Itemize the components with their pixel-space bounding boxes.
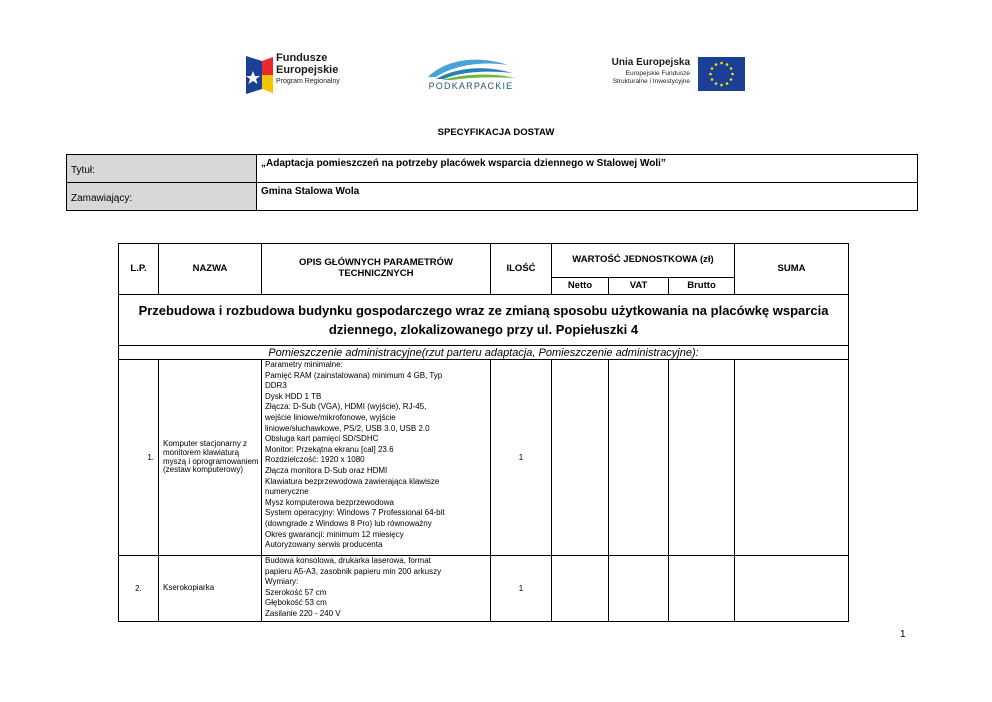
row-2-lp: 2. (119, 556, 159, 622)
row-2-description (262, 556, 491, 622)
podkarpackie-logo (416, 55, 526, 93)
row-1-desc-line: Pamięć RAM (zainstalowana) minimum 4 GB, Typ (265, 370, 443, 380)
specification-table (118, 243, 849, 622)
ue-line2: Europejskie Fundusze (625, 70, 690, 77)
header-lp: L.P. (119, 244, 159, 295)
row-2-name: Kserokopiarka (159, 556, 262, 622)
header-name: NAZWA (159, 244, 262, 295)
header-row (119, 244, 849, 278)
header-brutto: Brutto (669, 278, 735, 295)
row-1-desc-line: numeryczne (265, 487, 309, 497)
eu-flag-icon (698, 57, 745, 91)
fundusze-europejskie-logo (246, 53, 356, 97)
row-1-desc-line: Rozdzielczość: 1920 x 1080 (265, 455, 365, 465)
row-1-brutto (669, 360, 735, 556)
table-row (119, 556, 849, 622)
info-row-title (67, 155, 918, 183)
ue-line3: Strukturalne i Inwestycyjne (612, 77, 690, 85)
row-1-lp: 1. (119, 360, 159, 556)
row-2-desc-line: Wymiary: (265, 577, 299, 587)
row-1-netto (552, 360, 609, 556)
header-params-text: OPIS GŁÓWNYCH PARAMETRÓW TECHNICZNYCH (299, 257, 453, 279)
row-1-desc-line: Monitor: Przekątna ekranu [cal] 23.6 (265, 444, 394, 454)
page-number: 1 (900, 629, 906, 640)
row-1-desc-line: Okres gwarancji: minimum 12 miesięcy (265, 529, 404, 539)
row-1-desc-line: Autoryzowany serwis producenta (265, 540, 383, 550)
row-2-sum (735, 556, 849, 622)
header-qty: ILOŚĆ (491, 244, 552, 295)
subsection-row (119, 346, 849, 360)
row-2-netto (552, 556, 609, 622)
header-params (262, 244, 491, 295)
section-row (119, 295, 849, 346)
fundusze-line1: Fundusze (276, 52, 328, 64)
row-1-desc-line: Dysk HDD 1 TB (265, 391, 322, 401)
header-unit-value (552, 244, 735, 278)
header-vat: VAT (609, 278, 669, 295)
row-2-desc-line: Zasilanie 220 - 240 V (265, 608, 341, 618)
row-1-sum (735, 360, 849, 556)
row-1-desc-line: System operacyjny: Windows 7 Professional 64-bit (265, 508, 445, 518)
header-unit-value-text: WARTOŚĆ JEDNOSTKOWA (zł) (572, 254, 714, 266)
row-2-desc-line: Głębokość 53 cm (265, 598, 327, 608)
row-1-desc-line: Parametry minimalne: (265, 360, 343, 369)
row-1-vat (609, 360, 669, 556)
podkarpackie-text: PODKARPACKIE (428, 81, 514, 91)
row-1-description (262, 360, 491, 556)
section-title (119, 295, 849, 346)
row-2-desc-line: papieru A5-A3, zasobnik papieru min 200 arkuszy (265, 566, 442, 576)
row-1-desc-line: Złącza: D-Sub (VGA), HDMI (wyjście), RJ-45, (265, 402, 427, 412)
ue-line1: Unia Europejska (611, 57, 690, 68)
row-1-desc-line: Mysz komputerowa bezprzewodowa (265, 497, 394, 507)
title-value: „Adaptacja pomieszczeń na potrzeby placówek wsparcia dziennego w Stalowej Woli” (257, 155, 918, 183)
info-table (66, 154, 918, 211)
row-1-desc-line: wejście liniowe/mikrofonowe, wyjście (265, 412, 396, 422)
row-1-desc-line: (downgrade z Windows 8 Pro) lub równoważny (265, 518, 432, 528)
row-1-desc-line: DDR3 (265, 381, 287, 391)
fundusze-line2: Europejskie (276, 64, 339, 76)
row-2-brutto (669, 556, 735, 622)
client-value: Gmina Stalowa Wola (257, 183, 918, 211)
header-netto: Netto (552, 278, 609, 295)
podkarpackie-swoosh-icon (416, 55, 526, 81)
row-1-desc-line: liniowe/słuchawkowe, PS/2, USB 3.0, USB 2.0 (265, 423, 430, 433)
title-label: Tytuł: (67, 155, 257, 183)
info-row-client (67, 183, 918, 211)
section-title-text: Przebudowa i rozbudowa budynku gospodarczego wraz ze zmianą sposobu użytkowania na placówkę wsparcia dziennego, zlokalizowanego przy ul. Popiełuszki 4 (138, 302, 829, 337)
client-label: Zamawiający: (67, 183, 257, 211)
table-row (119, 360, 849, 556)
subsection-title: Pomieszczenie administracyjne(rzut parteru adaptacja, Pomieszczenie administracyjne): (119, 346, 849, 360)
row-1-desc-line: Klawiatura bezprzewodowa zawierająca klawisze (265, 476, 440, 486)
row-2-vat (609, 556, 669, 622)
row-1-desc-line: Złącza monitora D-Sub oraz HDMI (265, 465, 388, 475)
row-2-qty: 1 (491, 556, 552, 622)
row-2-desc-line: Budowa konsolowa, drukarka laserowa, format (265, 556, 431, 565)
row-1-desc-line: Obsługa kart pamięci SD/SDHC (265, 434, 379, 444)
fundusze-line3: Program Regionalny (276, 78, 340, 85)
row-1-name: Komputer stacjonarny z monitorem klawiaturą myszą i oprogramowaniem (zestaw komputerowy) (159, 360, 262, 556)
document-title: SPECYFIKACJA DOSTAW (437, 127, 555, 138)
header-sum: SUMA (735, 244, 849, 295)
unia-europejska-logo (598, 56, 748, 94)
row-1-qty: 1 (491, 360, 552, 556)
fundusze-flag-icon (246, 53, 274, 97)
row-2-desc-line: Szerokość 57 cm (265, 587, 327, 597)
